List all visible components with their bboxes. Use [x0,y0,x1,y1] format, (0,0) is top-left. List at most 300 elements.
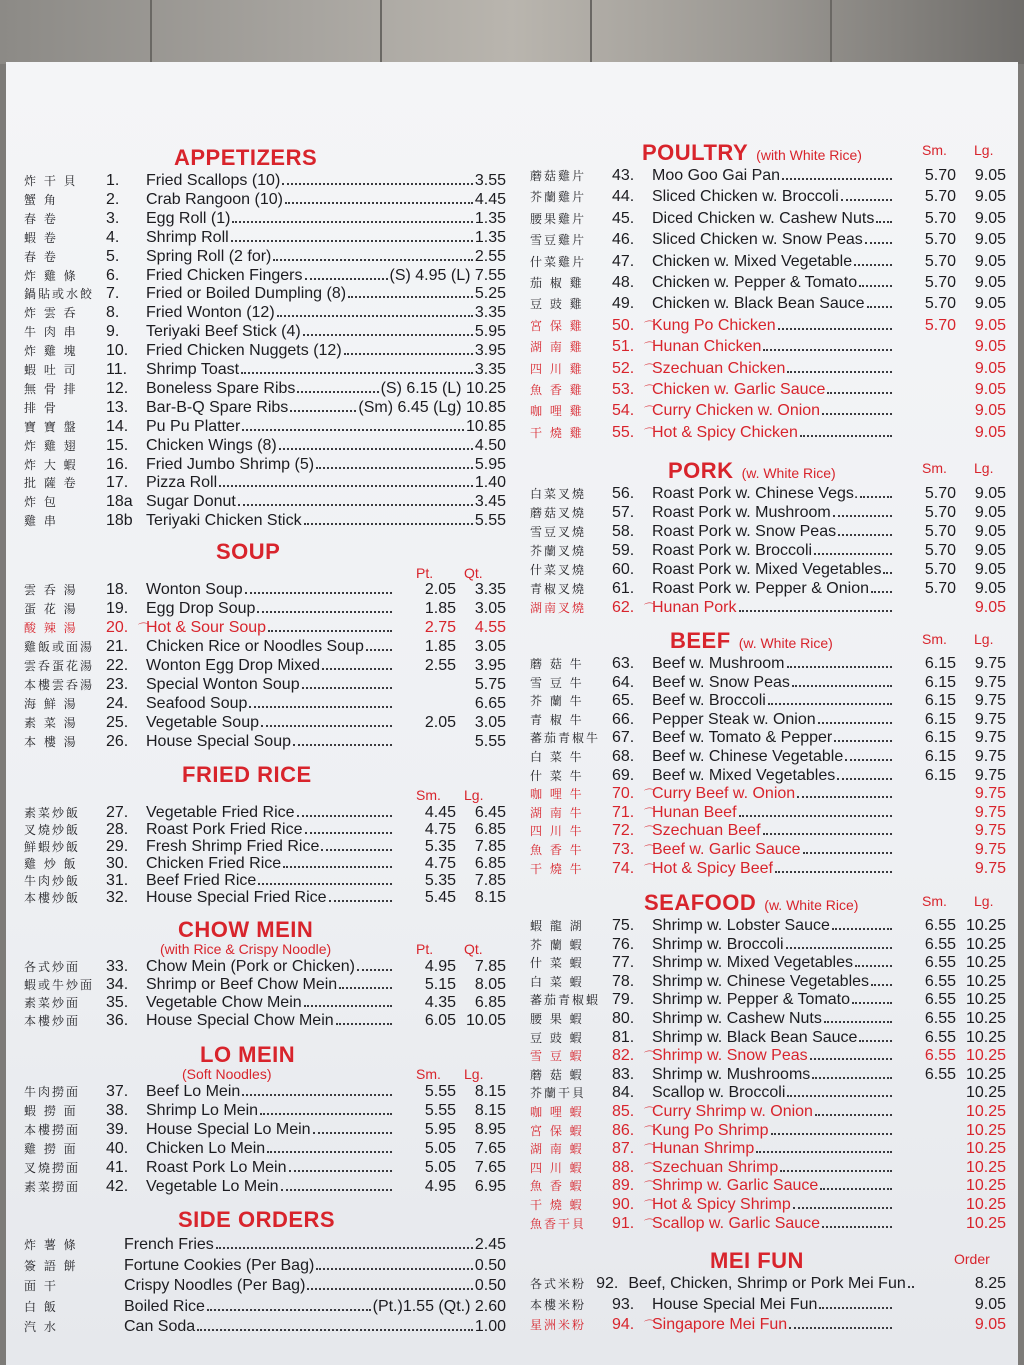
dot-leader [818,722,892,724]
chinese-name: 酸 辣 湯 [24,621,78,635]
chinese-name: 湖 南 雞 [530,340,584,355]
dot-leader [819,1307,892,1309]
menu-item-row [24,1236,506,1255]
chili-pepper-icon: ⌒ [644,427,655,440]
price-large: 9.05 [974,252,1006,270]
chinese-name: 本樓雲呑湯 [24,678,95,692]
menu-item-row [24,418,506,437]
item-number: 85. [612,1103,635,1120]
price-large: 6.85 [474,821,506,838]
item-name: Chicken w. Black Bean Sauce [652,295,865,313]
menu-item-row [24,657,506,676]
item-name: Shrimp w. Cashew Nuts [652,1010,822,1027]
menu-item-row [24,474,506,493]
item-number: 10. [106,342,129,360]
chinese-name: 海 鮮 湯 [24,697,78,711]
chinese-name: 鍋貼或水餃 [24,287,95,302]
price-large: 9.05 [974,231,1006,249]
dot-leader [285,202,473,204]
price-large: 9.75 [974,822,1006,840]
price-small: 5.70 [924,316,956,334]
item-number: 5. [106,247,120,265]
chinese-name: 干 燒 雞 [530,425,584,440]
chili-pepper-icon: ⌒ [644,342,655,355]
dot-leader [865,242,892,244]
column-header: Lg. [974,893,994,909]
item-number: 29. [106,838,129,855]
price-large: 8.25 [974,1275,1007,1292]
chili-pepper-icon: ⌒ [644,1200,655,1212]
section-subtitle: (w. White Rice) [738,635,833,651]
menu-item-row [24,191,506,210]
item-number: 43. [612,167,635,184]
item-name: Hot & Spicy Chicken [652,423,798,441]
menu-item-row [24,1277,506,1296]
dot-leader [297,815,392,817]
chinese-name: 什 菜 蝦 [530,956,584,971]
price-large: 9.75 [974,841,1006,858]
section-subtitle: (w. White Rice) [741,465,836,481]
item-name: Teriyaki Chicken Stick [146,512,302,530]
price-small: 5.70 [924,542,956,559]
item-name: Vegetable Soup [146,714,259,731]
dot-leader [793,1207,892,1209]
item-number: 15. [106,436,129,454]
chili-pepper-icon: ⌒ [644,1107,655,1119]
section-subtitle: (Soft Noodles) [182,1066,272,1082]
item-number: 28. [106,821,129,838]
price-small: 6.55 [924,1065,956,1083]
item-name: Diced Chicken w. Cashew Nuts [652,209,875,227]
item-number: 76. [612,935,635,953]
chinese-name: 腰 果 蝦 [530,1012,584,1026]
price-large: 5.75 [474,676,506,693]
chinese-name: 湖 南 蝦 [530,1142,584,1157]
dot-leader [739,815,892,817]
item-number: 81. [612,1028,635,1046]
menu-item-row [530,580,1006,599]
menu-item-row [530,210,1006,229]
item-name: Curry Chicken w. Onion [652,402,821,420]
item-number: 24. [106,695,129,712]
chinese-name: 干 燒 蝦 [530,1198,584,1212]
item-number: 37. [106,1083,129,1100]
dot-leader [293,744,392,746]
item-number: 89. [612,1177,635,1195]
price-small: 4.75 [424,855,456,872]
column-header: Lg. [464,787,484,803]
chinese-name: 雞 撈 面 [24,1142,78,1156]
item-name: Shrimp w. Mixed Vegetables [652,954,853,972]
chinese-name: 芥蘭雞片 [530,190,587,205]
item-number: 56. [612,485,635,502]
price-small: 6.55 [924,1047,956,1065]
item-name: Pu Pu Platter [146,417,241,435]
price-large: 10.25 [965,1121,1006,1139]
price-large: 8.15 [474,1102,506,1119]
item-name: Beef, Chicken, Shrimp or Pork Mei Fun [628,1275,906,1292]
dot-leader [268,630,392,632]
item-number: 41. [106,1159,129,1176]
item-name: Szechuan Shrimp [652,1158,779,1176]
item-name: Beef w. Broccoli [652,692,766,710]
menu-item-row [24,512,506,531]
price-small: 6.15 [924,748,956,765]
item-number: 54. [612,402,635,420]
chinese-name: 蘑 菇 蝦 [530,1067,584,1082]
item-name: Beef w. Chinese Vegetable [652,748,844,765]
chinese-name: 無 骨 排 [24,381,78,396]
price-large: 9.05 [974,167,1006,184]
item-name: House Special Fried Rice [146,889,327,906]
chinese-name: 簽 語 餅 [24,1258,78,1273]
dot-leader [260,1113,392,1115]
item-number: 21. [106,638,129,655]
item-price: 5.95 [474,455,506,473]
item-number: 71. [612,803,635,821]
price-small: 6.15 [924,729,956,747]
chinese-name: 雞飯或面湯 [24,640,95,654]
dot-leader [279,448,473,450]
dot-leader [867,306,892,308]
item-number: 6. [106,266,120,284]
chili-pepper-icon: ⌒ [138,623,149,635]
chinese-name: 蘑 菇 牛 [530,657,584,671]
menu-item-row [530,936,1006,955]
item-number: 38. [106,1102,129,1119]
menu-item-row [530,274,1006,293]
price-small: 5.70 [924,504,956,521]
item-name: Curry Shrimp w. Onion [652,1103,813,1120]
column-header: Sm. [922,893,947,909]
menu-item-row [24,1298,506,1317]
menu-item-row [24,1102,506,1121]
price-small: 6.15 [924,655,956,672]
menu-item-row [24,210,506,229]
menu-item-row [24,1159,506,1178]
price-small: 6.55 [924,1010,956,1027]
item-name: House Special Mei Fun [652,1295,818,1313]
price-small: 5.70 [924,231,956,249]
menu-item-row [24,889,506,908]
price-large: 9.05 [974,274,1006,291]
chili-pepper-icon: ⌒ [644,826,655,839]
item-number: 12. [106,379,129,397]
price-large: 9.75 [974,729,1006,747]
dot-leader [834,740,892,742]
dot-leader [841,199,892,201]
item-name: Sugar Donut [146,493,236,511]
item-name: Hunan Beef [652,803,737,821]
chinese-name: 素 菜 湯 [24,716,78,730]
dot-leader [232,221,472,223]
chinese-name: 咖 哩 牛 [530,787,584,802]
price-small: 6.15 [924,692,956,710]
price-large: 9.05 [974,542,1006,559]
dot-leader [763,833,892,835]
chinese-name: 雪 豆 牛 [530,675,584,690]
price-small: 4.45 [424,804,456,821]
item-name: Curry Beef w. Onion [652,785,796,803]
item-number: 80. [612,1010,635,1027]
price-large: 8.95 [474,1121,506,1138]
chinese-name: 蝦 卷 [24,230,58,245]
item-name: Can Soda [124,1318,196,1335]
price-large: 9.05 [974,316,1006,334]
dot-leader [283,866,392,868]
chinese-name: 蘑菇叉燒 [530,506,587,520]
dot-leader [348,296,473,298]
price-small: 5.45 [424,889,456,906]
item-name: Pizza Roll [146,474,218,492]
item-number: 90. [612,1196,635,1213]
price-large: 9.05 [974,504,1006,521]
item-number: 61. [612,580,635,597]
chili-pepper-icon: ⌒ [644,1181,655,1194]
price-small: 5.70 [924,523,956,540]
price-large: 9.75 [974,710,1006,728]
price-large: 9.05 [974,338,1006,356]
menu-item-row [530,860,1006,879]
item-name: Bar-B-Q Spare Ribs [146,398,289,416]
menu-item-row [24,638,506,657]
price-large: 9.75 [974,692,1006,710]
menu-item-row [530,231,1006,250]
chinese-name: 雪 豆 蝦 [530,1049,584,1064]
price-large: 4.55 [474,619,506,636]
item-price: 2.45 [474,1236,506,1253]
item-name: Hot & Sour Soup [146,619,267,636]
price-large: 10.25 [965,935,1006,953]
price-small: 4.75 [424,821,456,838]
item-number: 4. [106,228,120,246]
dot-leader [344,353,473,355]
item-name: Beef w. Garlic Sauce [652,841,801,858]
price-large: 9.75 [974,859,1006,877]
chili-pepper-icon: ⌒ [644,363,655,376]
price-large: 10.25 [965,954,1006,972]
menu-item-row [530,748,1006,767]
item-name: Shrimp w. Chinese Vegetables [652,972,870,990]
dot-leader [763,349,892,351]
item-number: 26. [106,733,129,750]
chinese-name: 豆 豉 雞 [530,297,584,312]
dot-leader [273,259,472,261]
item-name: Roast Pork w. Broccoli [652,542,813,559]
menu-item-row [530,917,1006,936]
chinese-name: 炸 薯 條 [24,1238,78,1252]
item-name: Chow Mein (Pork or Chicken) [146,958,355,975]
chinese-name: 寶 寶 盤 [24,419,78,434]
menu-item-row [24,304,506,323]
item-number: 49. [612,295,635,313]
chinese-name: 魚 香 雞 [530,383,584,397]
item-number: 84. [612,1084,635,1102]
item-name: Roast Pork Fried Rice [146,821,303,838]
dot-leader [277,315,473,317]
price-small: 6.55 [924,1028,956,1046]
column-header: Sm. [416,1066,441,1082]
dot-leader [257,611,392,613]
price-small: 5.55 [424,1083,456,1100]
price-large: 9.75 [974,655,1006,672]
column-header: Lg. [974,631,994,647]
chinese-name: 咖 哩 蝦 [530,1105,584,1119]
dot-leader [812,1077,892,1079]
price-large: 9.75 [974,766,1006,784]
menu-item-row [24,399,506,418]
dot-leader [814,553,892,555]
price-large: 9.05 [974,1295,1006,1313]
chinese-name: 宮 保 蝦 [530,1123,584,1138]
dot-leader [238,504,473,506]
item-number: 8. [106,304,120,322]
price-small: 6.55 [924,972,956,990]
price-small: 4.95 [424,1178,456,1195]
menu-item-row [24,581,506,600]
item-name: Wonton Egg Drop Mixed [146,657,321,674]
price-large: 9.05 [974,561,1006,578]
item-name: Hunan Chicken [652,338,762,356]
item-number: 16. [106,455,129,473]
item-number: 9. [106,323,120,341]
chinese-name: 春 卷 [24,249,58,264]
section-title: MEI FUN [710,1248,804,1273]
dot-leader [859,285,892,287]
price-small: 2.75 [424,619,456,636]
item-name: Egg Roll (1) [146,209,231,227]
item-number: 23. [106,676,129,693]
item-number: 53. [612,381,635,398]
item-name: Kung Po Chicken [652,316,776,334]
menu-item-row [24,323,506,342]
dot-leader [297,391,378,393]
price-small: 6.05 [424,1012,456,1029]
item-name: Sliced Chicken w. Snow Peas [652,231,863,249]
dot-leader [854,264,892,266]
menu-item-row [530,317,1006,336]
price-large: 3.05 [474,600,506,617]
menu-item-row [24,361,506,380]
menu-item-row [530,381,1006,400]
price-large: 9.05 [974,188,1006,206]
chinese-name: 本樓撈面 [24,1123,81,1137]
chinese-name: 蝦 撈 面 [24,1104,78,1118]
price-small: 5.70 [924,209,956,227]
item-number: 48. [612,274,635,291]
section-title: BEEF (w. White Rice) [670,628,833,653]
item-number: 86. [612,1121,635,1139]
menu-page [6,62,1018,1365]
price-large: 10.05 [465,1012,506,1029]
item-number: 68. [612,748,635,765]
section-title: SIDE ORDERS [178,1207,336,1232]
price-large: 10.25 [965,917,1006,934]
chinese-name: 叉燒炒飯 [24,823,81,837]
chinese-name: 排 骨 [24,400,58,415]
section-subtitle: (w. White Rice) [764,897,859,913]
item-number: 35. [106,994,129,1011]
price-small: 6.15 [924,766,956,784]
price-large: 9.05 [974,423,1006,441]
price-large: 10.25 [965,1047,1006,1065]
dot-leader [815,1114,892,1116]
menu-item-row [24,248,506,267]
chili-pepper-icon: ⌒ [644,1320,655,1332]
dot-leader [304,523,473,525]
item-name: Fried Jumbo Shrimp (5) [146,455,315,473]
chinese-name: 豆 豉 蝦 [530,1030,584,1045]
item-name: Shrimp or Beef Chow Mein [146,976,338,993]
chili-pepper-icon: ⌒ [644,1162,655,1175]
price-small: 5.70 [924,295,956,313]
item-name: Boiled Rice [124,1297,205,1315]
item-number: 65. [612,692,635,710]
column-header: Pt. [416,941,434,957]
price-small: 5.55 [424,1102,456,1119]
item-name: Chicken Lo Mein [146,1140,266,1157]
dot-leader [197,1329,473,1331]
item-number: 14. [106,417,129,435]
menu-item-row [530,954,1006,973]
price-small: 5.15 [424,976,456,993]
chinese-name: 雪豆雞片 [530,233,587,248]
chinese-name: 炸 大 蝦 [24,457,78,472]
chinese-name: 蝦或牛炒面 [24,978,95,992]
item-price: 5.95 [474,323,506,341]
section-title: SEAFOOD (w. White Rice) [644,890,859,915]
menu-item-row [24,1012,506,1031]
menu-item-row [530,1066,1006,1085]
section-title: SOUP [216,539,281,564]
item-name: Fried Chicken Fingers [146,266,303,284]
item-name: Fresh Shrimp Fried Rice [146,838,320,855]
item-price: 0.50 [474,1256,506,1274]
item-number: 50. [612,316,635,334]
chinese-name: 白菜叉燒 [530,487,587,501]
price-small: 5.35 [424,872,456,889]
item-number: 77. [612,954,635,972]
chinese-name: 芥 蘭 牛 [530,694,584,709]
chili-pepper-icon: ⌒ [644,1051,655,1064]
chinese-name: 春 卷 [24,211,58,226]
item-number: 70. [612,785,635,803]
price-small: 6.55 [924,991,956,1009]
chinese-name: 什菜叉燒 [530,563,587,577]
chili-pepper-icon: ⌒ [644,845,655,857]
dot-leader [242,1094,392,1096]
dot-leader [837,778,892,780]
item-name: Fried Chicken Nuggets (12) [146,342,342,360]
item-price: (Sm) 6.45 (Lg) 10.85 [358,398,506,416]
chinese-name: 青 椒 牛 [530,712,584,727]
price-large: 9.05 [974,359,1006,377]
item-name: Chicken Fried Rice [146,855,282,872]
menu-item-row [530,655,1006,674]
wall-background [0,0,1024,64]
menu-item-row [24,229,506,248]
dot-leader [780,1170,892,1172]
item-number: 31. [106,872,129,889]
item-name: Scallop w. Garlic Sauce [652,1214,821,1232]
column-header: Qt. [464,941,483,957]
price-large: 9.05 [974,580,1006,597]
dot-leader [832,928,892,930]
item-name: Hunan Shrimp [652,1140,755,1158]
item-name: Teriyaki Beef Stick (4) [146,323,301,341]
chinese-name: 蘑菇雞片 [530,169,587,183]
chinese-name: 白 菜 蝦 [530,974,584,989]
